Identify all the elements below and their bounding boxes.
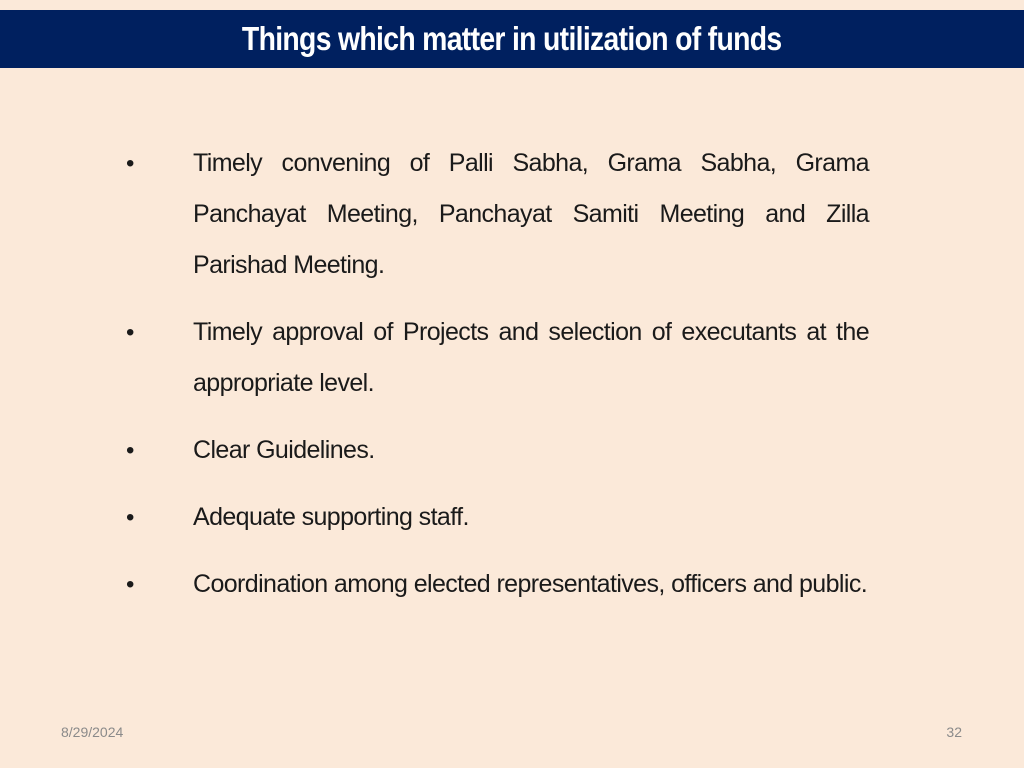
bullet-marker: • [126, 150, 135, 177]
bullet-text: Timely approval of Projects and selection of executants at the appropriate level. [193, 318, 869, 397]
bullet-text: Timely convening of Palli Sabha, Grama Sabha, Grama Panchayat Meeting, Panchayat Samiti Meeting and Zilla Parishad Meeting. [193, 149, 869, 279]
slide-title: Things which matter in utilization of funds [242, 20, 782, 57]
bullet-item [120, 138, 869, 291]
bullet-item [120, 307, 869, 409]
bullet-marker: • [126, 437, 135, 464]
bullet-text: Coordination among elected representatives, officers and public. [193, 570, 868, 598]
footer-date: 8/29/2024 [61, 724, 124, 740]
bullet-item [120, 492, 869, 543]
bullet-marker: • [126, 319, 135, 346]
bullet-text: Adequate supporting staff. [193, 503, 469, 531]
bullet-marker: • [126, 571, 135, 598]
bullet-marker: • [126, 504, 135, 531]
bullet-list [120, 138, 869, 626]
bullet-item [120, 559, 869, 610]
title-bar [0, 10, 1024, 68]
bullet-text: Clear Guidelines. [193, 436, 375, 464]
page-number: 32 [946, 724, 962, 740]
bullet-item [120, 425, 869, 476]
